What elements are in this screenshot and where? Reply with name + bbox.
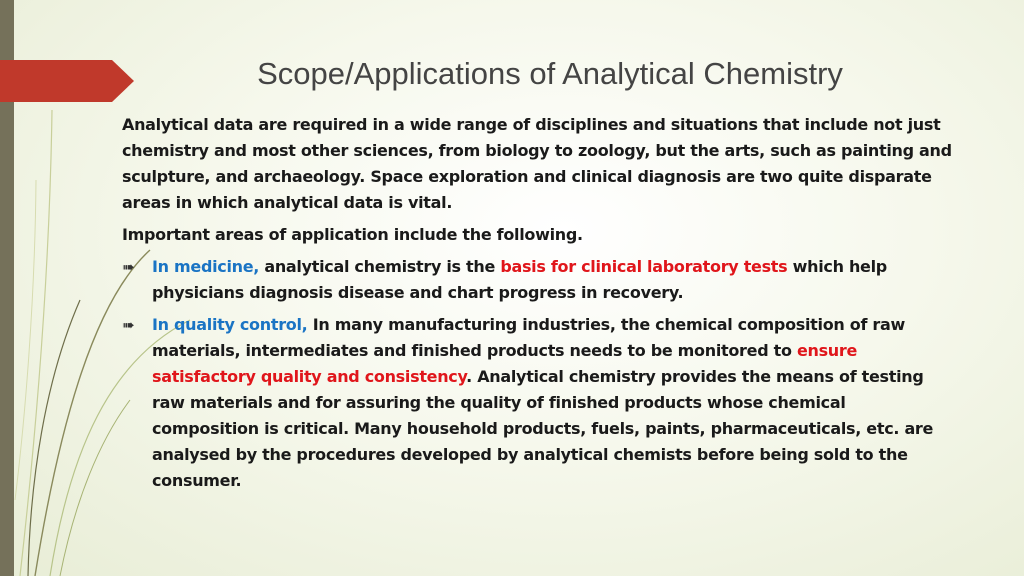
bullet-highlight: ensure satisfactory quality and consistency bbox=[152, 341, 858, 386]
arrow-right-icon: ➠ bbox=[122, 316, 135, 334]
bullet-text: . Analytical chemistry provides the means of testing raw materials and for assuring the quality of finished products whose chemical composition is critical. Many household products, fuels, paints, pharmaceuticals, etc. are analysed by the procedures developed by analytical chemists before being sold to the consumer. bbox=[152, 367, 934, 490]
slide-title: Scope/Applications of Analytical Chemistry bbox=[257, 56, 843, 91]
bullet-text: which help physicians diagnosis disease and chart progress in recovery. bbox=[152, 257, 887, 302]
bullet-lead: In medicine, bbox=[152, 257, 260, 276]
bullet-highlight: basis for clinical laboratory tests bbox=[500, 257, 788, 276]
title-arrow-shape bbox=[0, 60, 134, 102]
bullet-lead: In quality control, bbox=[152, 315, 308, 334]
bullet-item-quality-control bbox=[122, 312, 952, 494]
arrow-right-icon: ➠ bbox=[122, 258, 135, 276]
subheading: Important areas of application include the following. bbox=[122, 225, 583, 244]
bullet-text: In many manufacturing industries, the chemical composition of raw materials, intermediates and finished products needs to be monitored to bbox=[152, 315, 905, 360]
intro-paragraph: Analytical data are required in a wide range of disciplines and situations that include not just chemistry and most other sciences, from biology to zoology, but the arts, such as painting and sculpture, and archaeology. Space exploration and clinical diagnosis are two quite disparate areas in which analytical data is vital. bbox=[122, 115, 952, 212]
bullet-item-medicine bbox=[122, 254, 952, 306]
slide-body bbox=[122, 112, 952, 500]
bullet-text: analytical chemistry is the bbox=[259, 257, 501, 276]
